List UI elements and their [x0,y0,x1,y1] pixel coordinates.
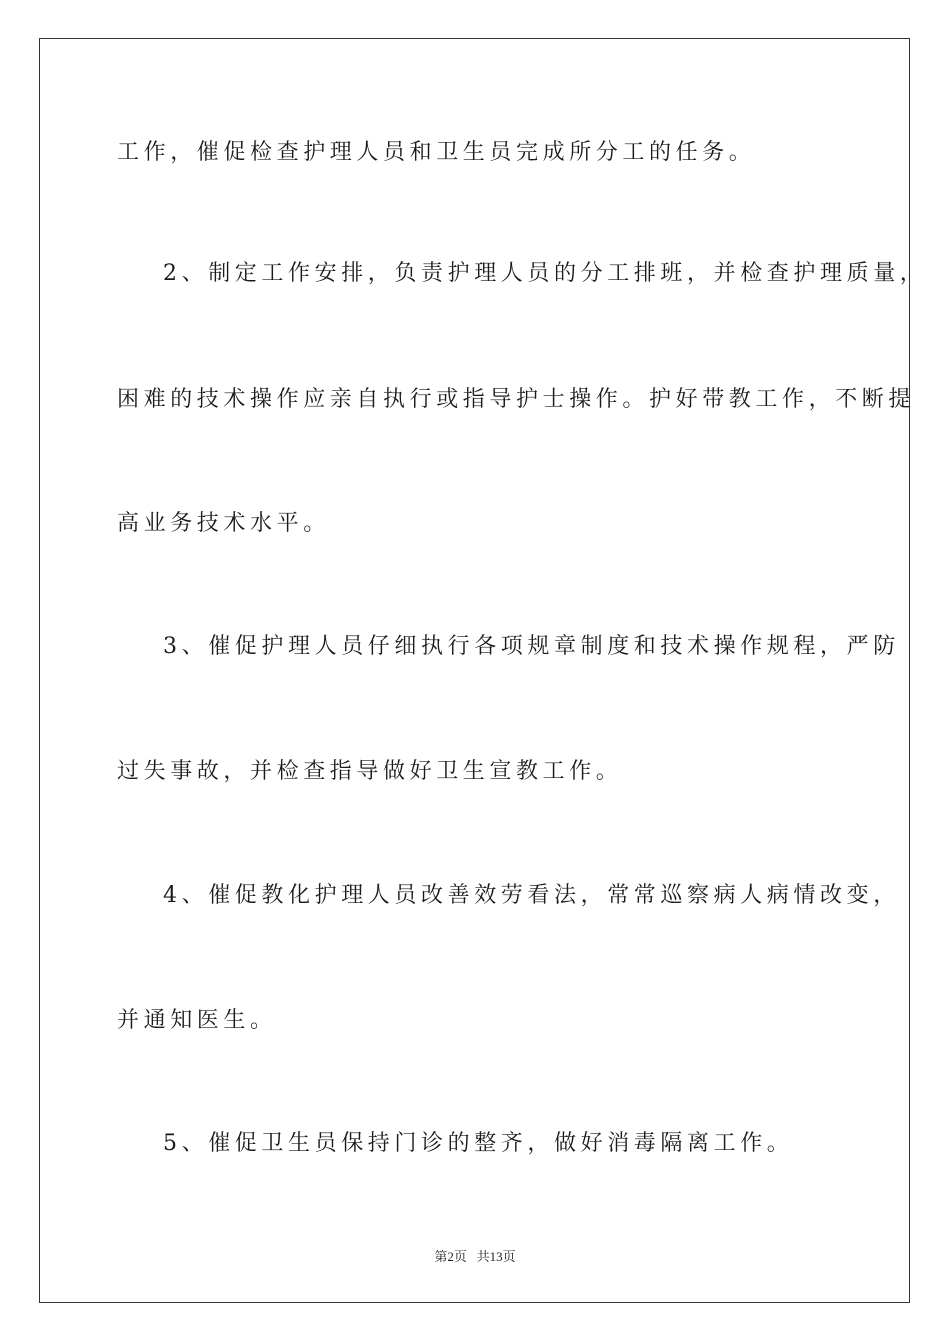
paragraph-line: 4、催促教化护理人员改善效劳看法，常常巡察病人病情改变， [163,883,900,908]
paragraph-line: 困难的技术操作应亲自执行或指导护士操作。护好带教工作，不断提 [117,387,916,412]
paragraph-line: 过失事故，并检查指导做好卫生宣教工作。 [117,759,623,784]
paragraph-line: 5、催促卫生员保持门诊的整齐，做好消毒隔离工作。 [163,1131,794,1156]
paragraph-line: 3、催促护理人员仔细执行各项规章制度和技术操作规程，严防 [163,634,900,659]
paragraph-line: 并通知医生。 [117,1008,277,1033]
page-border [39,38,910,1303]
paragraph-line: 工作，催促检查护理人员和卫生员完成所分工的任务。 [117,140,756,165]
page-number: 第2页 共13页 [434,1249,516,1264]
paragraph-line: 2、制定工作安排，负责护理人员的分工排班，并检查护理质量， [163,261,927,286]
paragraph-line: 高业务技术水平。 [117,511,330,536]
